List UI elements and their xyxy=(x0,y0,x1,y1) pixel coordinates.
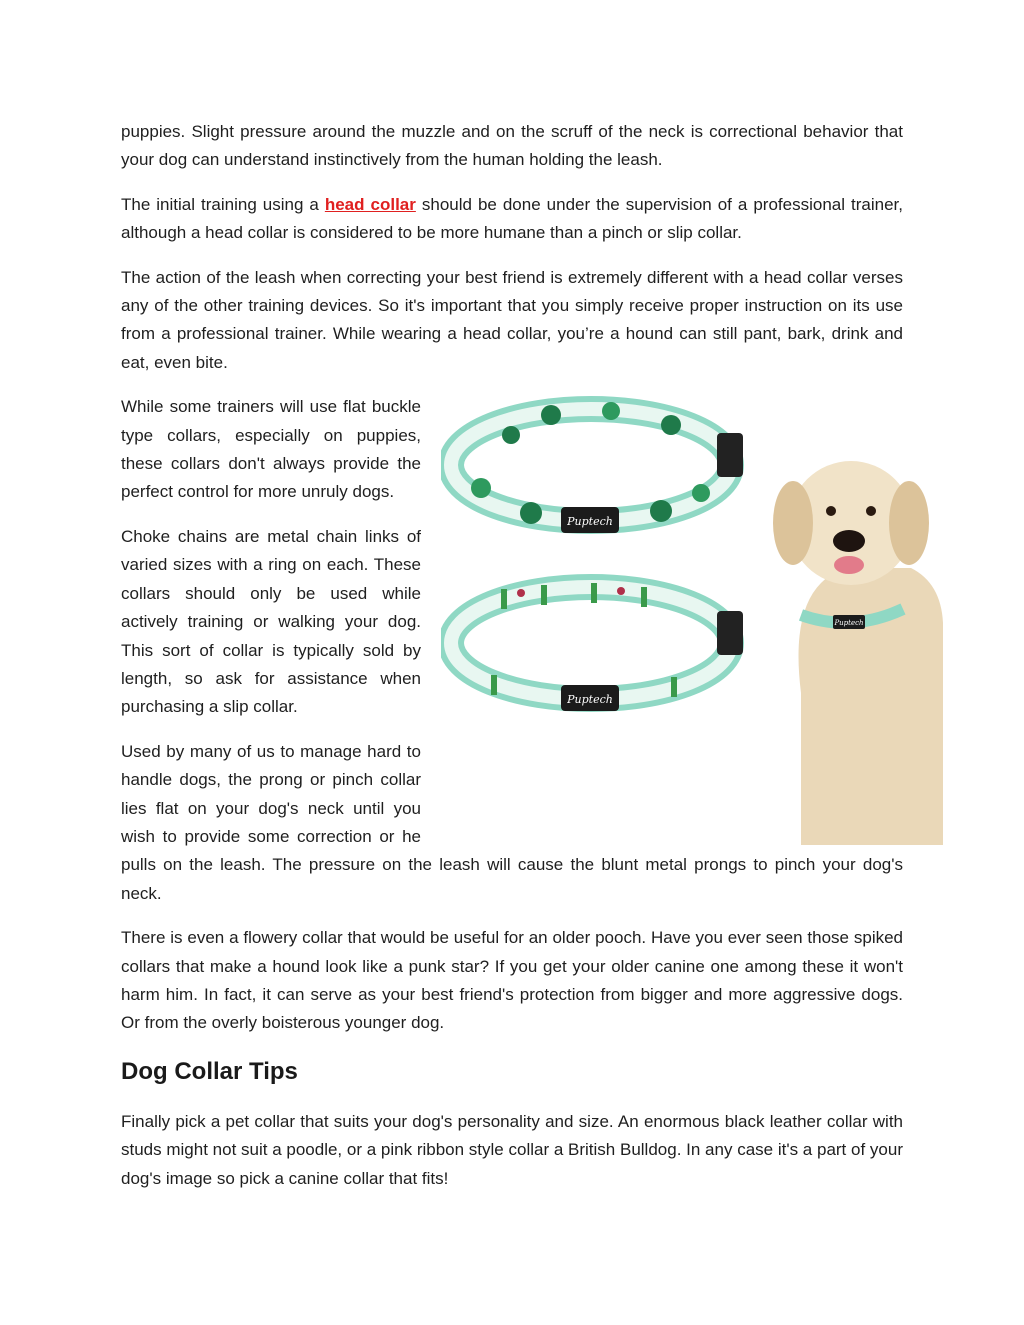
paragraph-2-tail: should be done under the supervision of a professional trainer, although a head collar is considered to be more humane than a pinch or slip collar. xyxy=(121,194,903,243)
top-collar-image xyxy=(451,402,743,533)
dog-collar-brand: Puptech xyxy=(834,619,864,628)
paragraph-5: Choke chains are metal chain links of varied sizes with a ring on each. These collars should only be used while actively training or walking your dog. This sort of collar is typically sold by length, so ask for assistance when purchasing a slip collar. xyxy=(121,526,421,717)
paragraph-7: There is even a flowery collar that would be useful for an older pooch. Have you ever seen those spiked collars that make a hound look like a punk star? If you get your older canine one among these it won't harm him. In fact, it can serve as your best friend's protection from bigger and more aggressive dogs. Or from the overly boisterous younger dog. xyxy=(121,928,903,1033)
document-page xyxy=(121,118,903,1209)
section-heading: Dog Collar Tips xyxy=(121,1057,298,1085)
top-collar-brand: Puptech xyxy=(567,515,613,529)
paragraph-2-lead: The initial training using a xyxy=(121,194,325,214)
bottom-collar-image xyxy=(451,583,743,711)
collar-dog-illustration xyxy=(441,393,943,845)
paragraph-8: Finally pick a pet collar that suits your dog's personality and size. An enormous black leather collar with studs might not suit a poodle, or a pink ribbon style collar a British Bulldog. In any case it's a part of your dog's image so pick a canine collar that fits! xyxy=(121,1111,903,1188)
product-figure xyxy=(441,393,943,845)
paragraph-3: The action of the leash when correcting your best friend is extremely different with a head collar verses any of the other training devices. So it's important that you simply receive proper instruction on its use from a professional trainer. While wearing a head collar, you’re a hound can still pant, bark, drink and eat, even bite. xyxy=(121,267,903,372)
paragraph-4: While some trainers will use flat buckle type collars, especially on puppies, these collars don't always provide the perfect control for more unruly dogs. xyxy=(121,397,421,502)
paragraph-2 xyxy=(121,191,903,248)
paragraph-6: Used by many of us to manage hard to handle dogs, the prong or pinch collar lies flat on your dog's neck until you wish to provide some correction or he pulls on the leash. The pressure on the leash will cause the blunt metal prongs to pinch your dog's neck. xyxy=(121,741,903,903)
head-collar-link[interactable]: head collar xyxy=(324,194,416,214)
bottom-collar-brand: Puptech xyxy=(567,693,613,707)
paragraph-1: puppies. Slight pressure around the muzzle and on the scruff of the neck is correctional behavior that your dog can understand instinctively from the human holding the leash. xyxy=(121,122,903,170)
golden-retriever-image xyxy=(773,461,943,845)
float-section xyxy=(121,393,903,908)
